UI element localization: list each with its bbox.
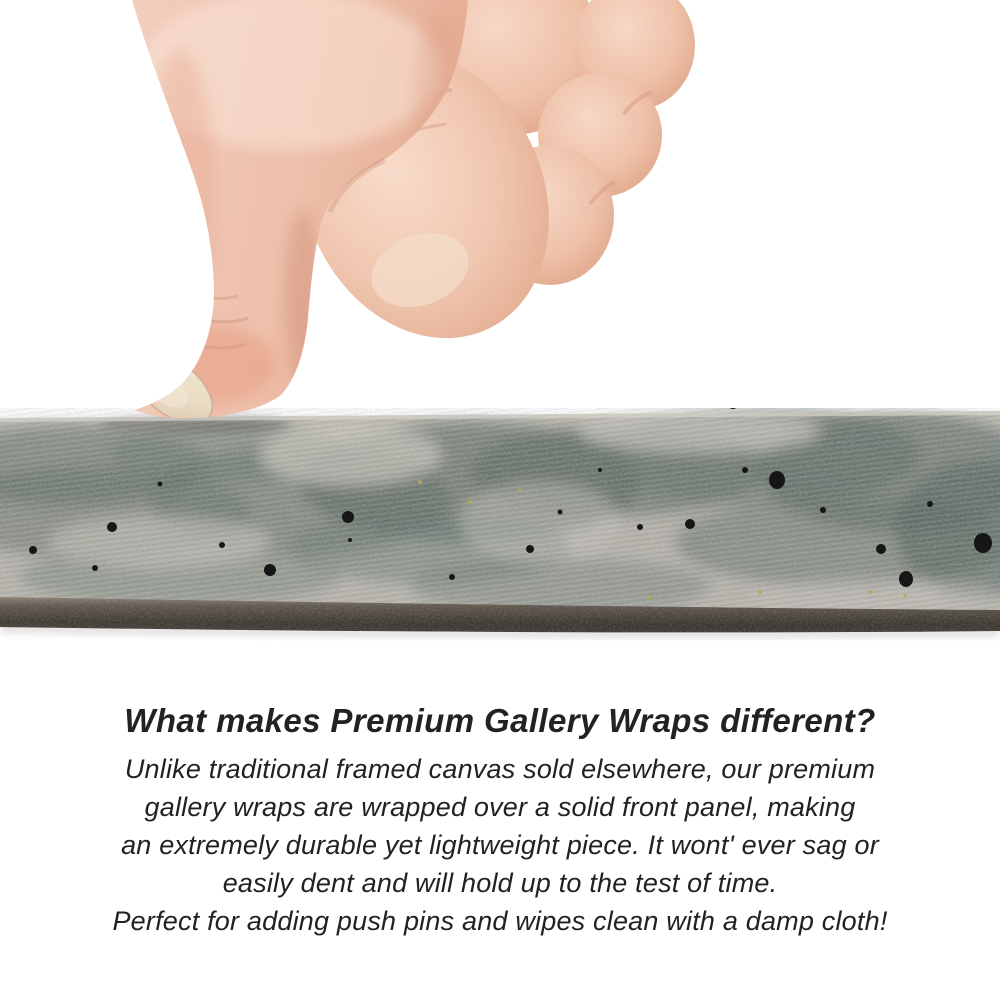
body-line-5: Perfect for adding push pins and wipes clean with a damp cloth! [112,906,888,936]
marketing-copy [0,701,1000,940]
body-line-3: an extremely durable yet lightweight piece. It wont' ever sag or [121,830,879,860]
headline: What makes Premium Gallery Wraps different? [124,702,876,739]
body-line-1: Unlike traditional framed canvas sold elsewhere, our premium [124,754,876,784]
body-line-2: gallery wraps are wrapped over a solid front panel, making [144,792,856,822]
body-line-4: easily dent and will hold up to the test of time. [222,868,778,898]
canvas-strip [0,397,1000,636]
hand-photo [119,0,695,437]
